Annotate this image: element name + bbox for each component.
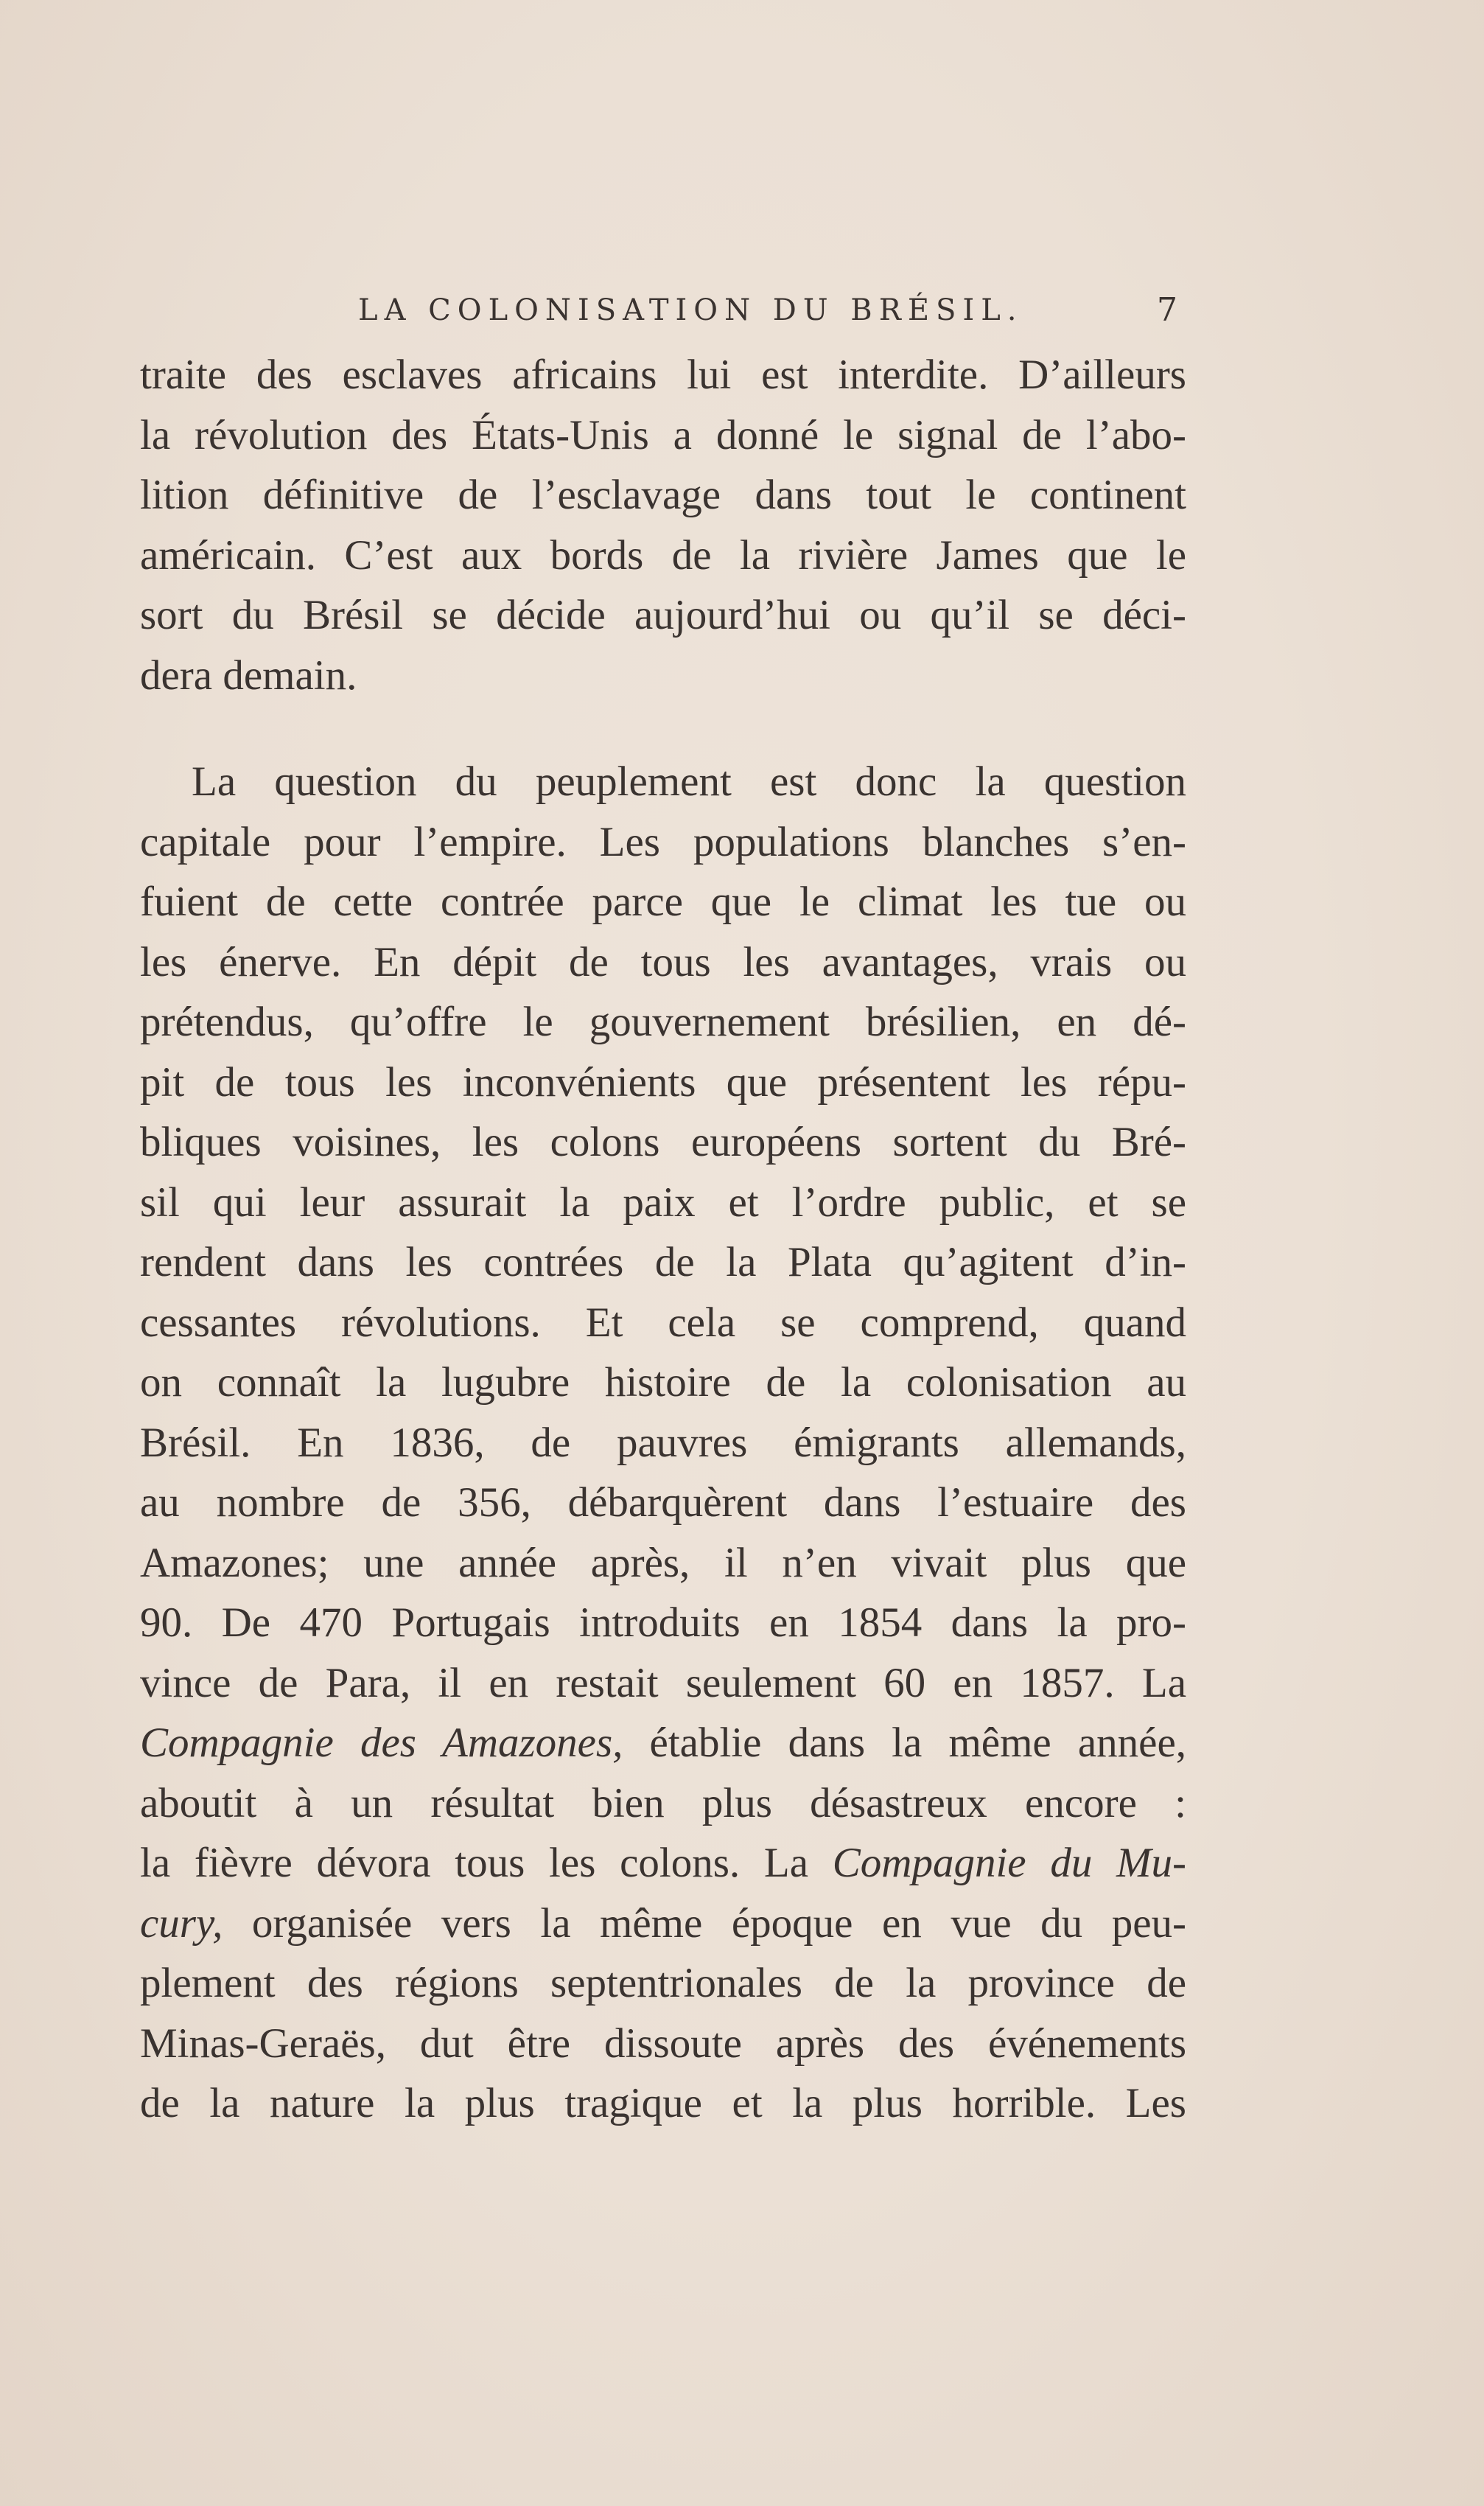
text-line: La question du peuplement est donc la question bbox=[192, 758, 1186, 805]
text-line: aboutit à un résultat bien plus désastreux encore : bbox=[140, 1779, 1186, 1826]
text-line: de la nature la plus tragique et la plus horrible. Les bbox=[140, 2080, 1186, 2126]
text-segment: établie dans la même année, bbox=[623, 1720, 1186, 1766]
page-number: 7 bbox=[1157, 291, 1177, 329]
running-title: LA COLONISATION DU BRÉSIL. bbox=[358, 293, 1023, 327]
text-line: Amazones; une année après, il n’en vivait plus que bbox=[140, 1539, 1186, 1586]
text-line: vince de Para, il en restait seulement 60 en 1857. La bbox=[140, 1659, 1186, 1706]
text-line bbox=[140, 1713, 1186, 1773]
body-text bbox=[140, 345, 1186, 2134]
text-line: dera demain. bbox=[140, 652, 357, 699]
text-segment: la fièvre dévora tous les colons. La bbox=[140, 1840, 833, 1886]
text-line bbox=[140, 1894, 1186, 1954]
text-segment: organisée vers la même époque en vue du peu- bbox=[223, 1899, 1186, 1947]
text-line: américain. C’est aux bords de la rivière James que le bbox=[140, 531, 1186, 579]
text-line: 90. De 470 Portugais introduits en 1854 dans la pro- bbox=[140, 1599, 1186, 1646]
text-line: Brésil. En 1836, de pauvres émigrants allemands, bbox=[140, 1419, 1186, 1466]
italic-title-mucury-end: cury, bbox=[140, 1899, 223, 1947]
paragraph-population bbox=[140, 752, 1186, 2134]
text-line: sil qui leur assurait la paix et l’ordre public, et se bbox=[140, 1179, 1186, 1226]
italic-title-compagnie-des-amazones: Compagnie des Amazones, bbox=[140, 1720, 623, 1766]
text-line: plement des régions septentrionales de la province de bbox=[140, 1960, 1186, 2006]
italic-title-compagnie-du-mucury: Compagnie du Mu- bbox=[832, 1840, 1186, 1886]
text-line bbox=[140, 1833, 1186, 1894]
text-line: les énerve. En dépit de tous les avantages, vrais ou bbox=[140, 938, 1186, 985]
text-line: Minas-Geraës, dut être dissoute après des événements bbox=[140, 2020, 1186, 2067]
paragraph-continuation bbox=[140, 345, 1186, 705]
paragraph-gap bbox=[140, 705, 1186, 752]
text-line: pit de tous les inconvénients que présentent les répu- bbox=[140, 1058, 1186, 1106]
page-header bbox=[140, 285, 1186, 336]
text-line: prétendus, qu’offre le gouvernement brésilien, en dé- bbox=[140, 999, 1186, 1045]
text-line: sort du Brésil se décide aujourd’hui ou qu’il se déci- bbox=[140, 592, 1186, 638]
text-line: fuient de cette contrée parce que le climat les tue ou bbox=[140, 879, 1186, 925]
text-line: on connaît la lugubre histoire de la colonisation au bbox=[140, 1359, 1186, 1406]
text-line: la révolution des États-Unis a donné le signal de l’abo- bbox=[140, 411, 1186, 458]
text-line: traite des esclaves africains lui est interdite. D’ailleurs bbox=[140, 352, 1186, 398]
text-line: au nombre de 356, débarquèrent dans l’estuaire des bbox=[140, 1479, 1186, 1526]
text-line: capitale pour l’empire. Les populations blanches s’en- bbox=[140, 818, 1186, 865]
text-line: rendent dans les contrées de la Plata qu’agitent d’in- bbox=[140, 1239, 1186, 1285]
text-line: lition définitive de l’esclavage dans tout le continent bbox=[140, 472, 1186, 518]
text-line: cessantes révolutions. Et cela se comprend, quand bbox=[140, 1299, 1186, 1346]
text-line: bliques voisines, les colons européens sortent du Bré- bbox=[140, 1119, 1186, 1165]
